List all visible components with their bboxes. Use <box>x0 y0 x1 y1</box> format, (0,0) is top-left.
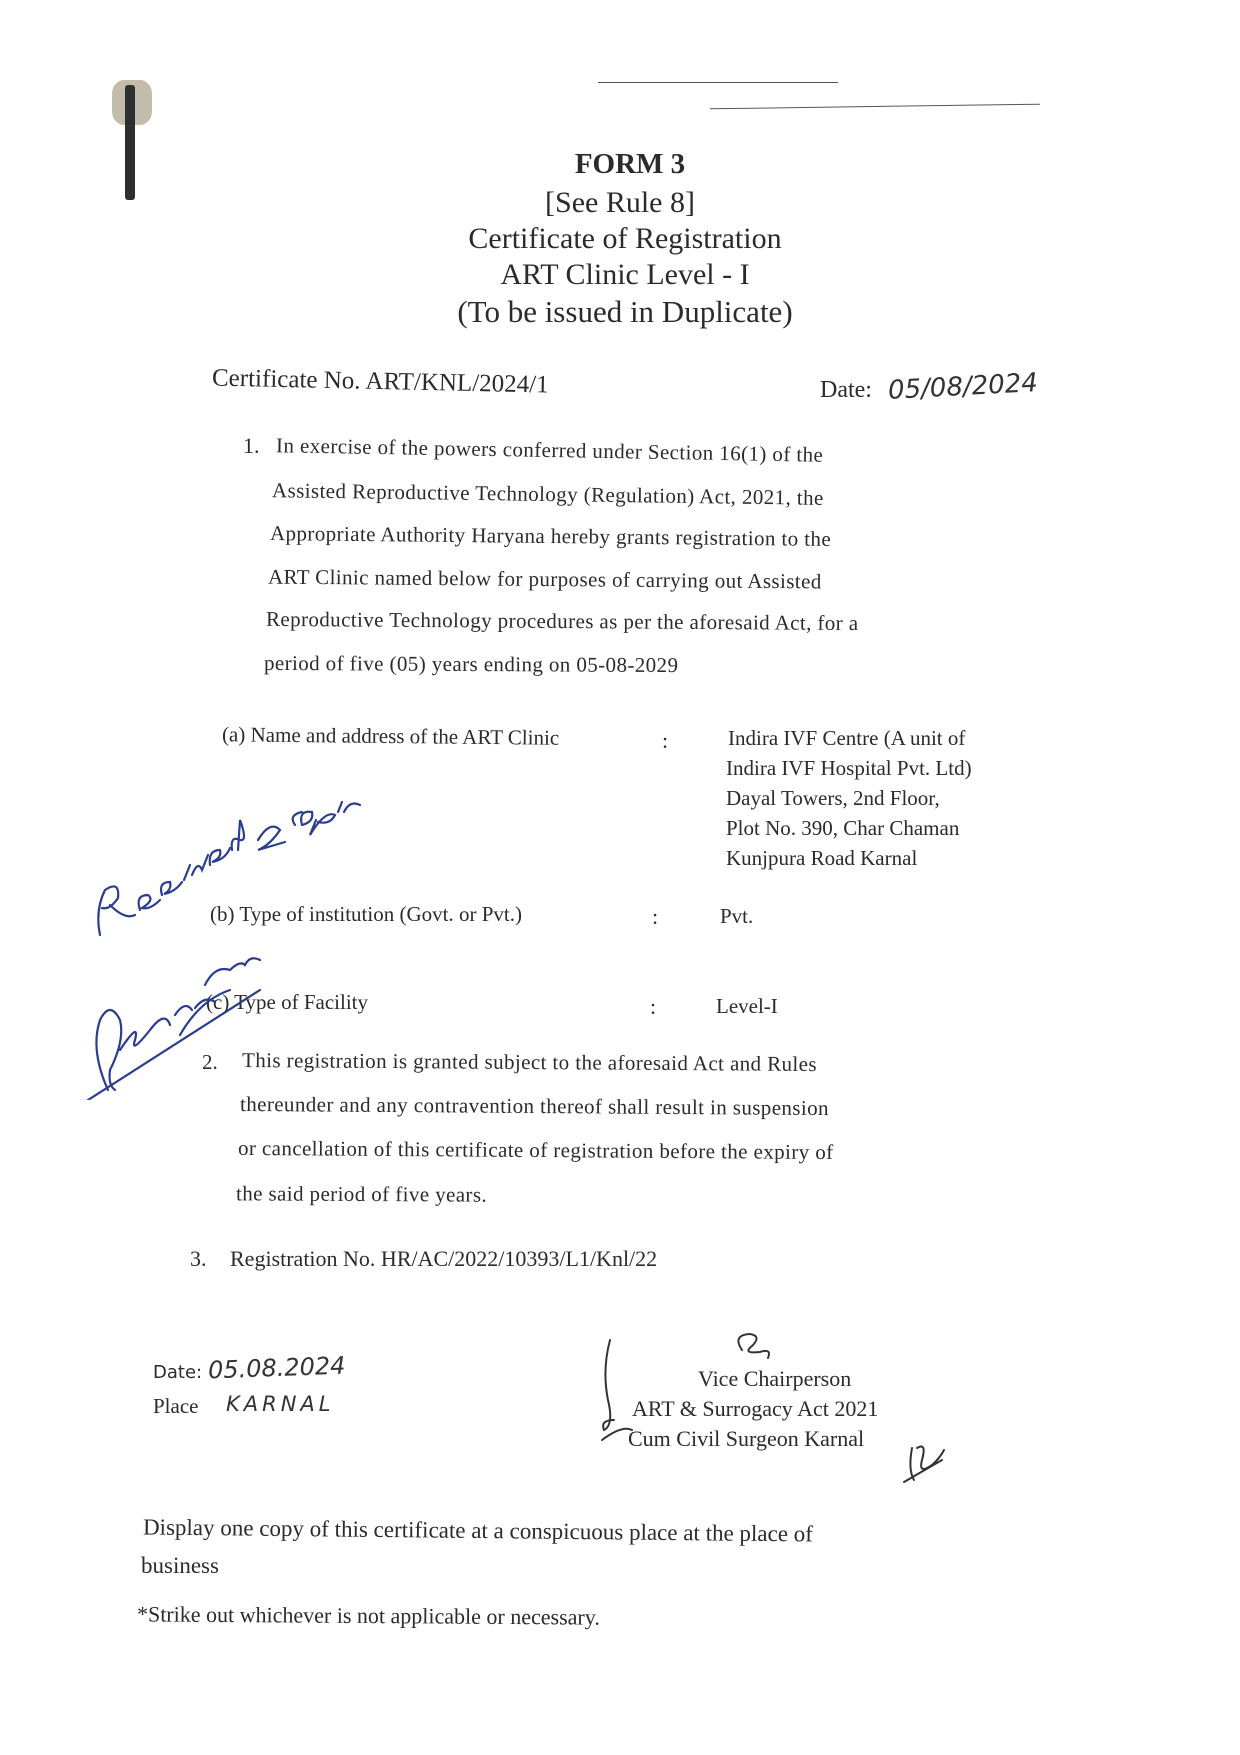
staple <box>125 85 135 200</box>
received-annotation <box>80 770 380 1100</box>
signature-mark <box>592 1330 952 1490</box>
item-a-value-line: Indira IVF Hospital Pvt. Ltd) <box>726 756 972 780</box>
certificate-number: Certificate No. ART/KNL/2024/1 <box>211 364 549 399</box>
para2-line: This registration is granted subject to the aforesaid Act and Rules <box>241 1047 818 1077</box>
signatory-office: Cum Civil Surgeon Karnal <box>628 1426 865 1451</box>
strike-note: *Strike out whichever is not applicable or necessary. <box>136 1601 600 1630</box>
footer-date-label: Date: <box>153 1362 203 1383</box>
item-a-value-line: Kunjpura Road Karnal <box>726 846 918 870</box>
para2-number: 2. <box>202 1050 218 1074</box>
item-c-value: Level-I <box>716 994 778 1018</box>
item-a-value-line: Plot No. 390, Char Chaman <box>726 816 960 840</box>
display-note-line2: business <box>141 1553 219 1578</box>
item-a-label: (a) Name and address of the ART Clinic <box>221 722 560 750</box>
form-title: FORM 3 <box>574 148 686 180</box>
para1-number: 1. <box>243 433 260 458</box>
signatory-act: ART & Surrogacy Act 2021 <box>632 1396 879 1421</box>
para1-line: Appropriate Authority Haryana hereby grants registration to the <box>269 521 832 551</box>
scan-line <box>598 82 838 83</box>
footer-place-value: KARNAL <box>226 1392 335 1416</box>
item-a-colon: : <box>662 728 669 753</box>
certificate-date-value: 05/08/2024 <box>887 368 1039 406</box>
footer-place-label: Place <box>153 1394 199 1418</box>
rule-reference: [See Rule 8] <box>545 186 695 219</box>
para1-line: period of five (05) years ending on 05-08-2029 <box>263 650 679 678</box>
para2-line: or cancellation of this certificate of registration before the expiry of <box>237 1135 834 1165</box>
certificate-title: Certificate of Registration <box>468 222 782 255</box>
registration-number: Registration No. HR/AC/2022/10393/L1/Knl/22 <box>230 1246 658 1271</box>
para1-line: Assisted Reproductive Technology (Regulation) Act, 2021, the <box>271 478 824 510</box>
item-c-colon: : <box>650 994 657 1019</box>
para2-line: the said period of five years. <box>235 1181 488 1207</box>
clinic-level: ART Clinic Level - I <box>500 258 750 291</box>
display-note-line1: Display one copy of this certificate at a conspicuous place at the place of <box>142 1514 814 1547</box>
scan-line <box>710 104 1040 110</box>
duplicate-note: (To be issued in Duplicate) <box>457 294 793 329</box>
item-b-value: Pvt. <box>720 904 754 928</box>
para1-line: ART Clinic named below for purposes of carrying out Assisted <box>267 564 822 594</box>
para2-line: thereunder and any contravention thereof shall result in suspension <box>239 1091 830 1121</box>
signatory-title: Vice Chairperson <box>698 1366 852 1391</box>
para1-line: In exercise of the powers conferred under Section 16(1) of the <box>275 433 824 467</box>
item-c-label: (c) Type of Facility <box>206 990 369 1014</box>
item-b-colon: : <box>652 904 659 929</box>
item-a-value-line: Indira IVF Centre (A unit of <box>728 726 966 750</box>
para3-number: 3. <box>190 1246 207 1271</box>
para1-line: Reproductive Technology procedures as per the aforesaid Act, for a <box>265 606 859 636</box>
certificate-date-label: Date: <box>820 377 872 403</box>
item-a-value-line: Dayal Towers, 2nd Floor, <box>726 786 940 810</box>
item-b-label: (b) Type of institution (Govt. or Pvt.) <box>210 902 522 926</box>
footer-date-value: 05.08.2024 <box>207 1351 346 1385</box>
